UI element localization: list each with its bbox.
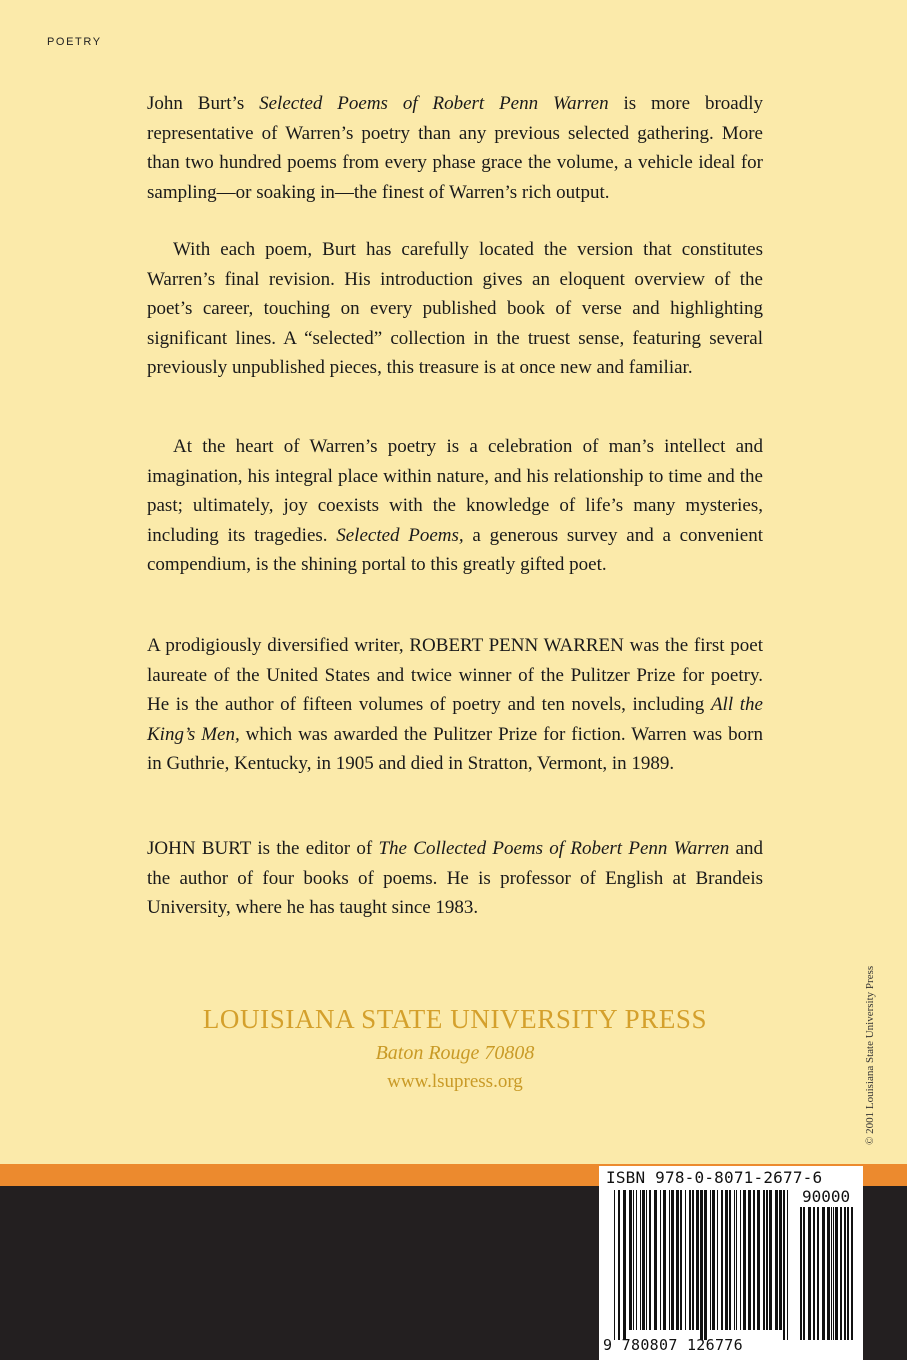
barcode-bar — [654, 1190, 657, 1330]
barcode-bar — [663, 1190, 666, 1330]
barcode-bar — [725, 1190, 728, 1330]
barcode-bar — [660, 1190, 661, 1330]
barcode-bar — [700, 1190, 703, 1340]
barcode-bar — [827, 1207, 830, 1340]
barcode-bar — [851, 1207, 853, 1340]
barcode-bar — [633, 1190, 634, 1330]
barcode-bar — [757, 1190, 760, 1330]
publisher-city: Baton Rouge 70808 — [375, 1042, 535, 1064]
barcode-bar — [775, 1190, 778, 1330]
barcode-bar — [685, 1190, 686, 1330]
barcode-bar — [769, 1190, 772, 1330]
barcode-bar — [840, 1207, 842, 1340]
barcode-bar — [710, 1190, 711, 1330]
barcode-bar — [623, 1190, 626, 1340]
barcode-bar — [831, 1207, 832, 1340]
bio-burt-rest: and the author of four books of poems. He is professor of English at Brandeis University, where he has taught since 1983. — [147, 838, 763, 918]
barcode-bar — [835, 1207, 838, 1340]
barcode-bar — [803, 1207, 805, 1340]
price-barcode-bars — [800, 1207, 853, 1340]
desc-3-intro: At the heart of Warren’s poetry is a celebration of man’s intellect and imagination, his integral place within nature, and his relationship to time and the past; ultimately, joy coexists with the knowledge of life’s many mysteries, including its tragedies. — [147, 436, 763, 546]
desc-1-intro: John Burt’s — [147, 93, 260, 114]
barcode-bar — [696, 1190, 699, 1330]
barcode-bar — [822, 1207, 825, 1340]
barcode-bar — [766, 1190, 768, 1330]
novel-title: All the King’s Men, — [147, 694, 763, 745]
barcode-bar — [743, 1190, 746, 1330]
category-label: POETRY — [47, 36, 102, 48]
barcode-bar — [813, 1207, 815, 1340]
barcode-bar — [800, 1207, 802, 1340]
barcode-bar — [740, 1190, 741, 1330]
barcode-bar — [680, 1190, 682, 1330]
barcode-bar — [640, 1190, 641, 1330]
barcode-bar — [669, 1190, 670, 1330]
barcode-bar — [636, 1190, 637, 1330]
barcode-bar — [748, 1190, 751, 1330]
bio-burt-intro: JOHN BURT is the editor of — [147, 838, 379, 859]
barcode-digits: 9 780807 126776 — [603, 1336, 743, 1354]
barcode-bar — [783, 1190, 785, 1340]
desc-1-rest: is more broadly representative of Warren’s poetry than any previous selected gathering. More than two hundred poems from every phase grace the volume, a vehicle ideal for sampling—or soaking in—the finest of Warren’s rich output. — [147, 93, 763, 203]
barcode-bar — [833, 1207, 834, 1340]
collected-poems-title: The Collected Poems of Robert Penn Warren — [378, 838, 730, 859]
barcode-bar — [721, 1190, 723, 1330]
barcode-bar — [817, 1207, 819, 1340]
bio-warren-rest: which was awarded the Pulitzer Prize for fiction. Warren was born in Guthrie, Kentucky, in 1905 and died in Stratton, Vermont, in 1989. — [147, 723, 763, 774]
barcode-bar — [614, 1190, 615, 1340]
barcode-bar — [753, 1190, 755, 1330]
barcode-bar — [676, 1190, 679, 1330]
barcode-bar — [734, 1190, 735, 1330]
publisher-name: LOUISIANA STATE UNIVERSITY PRESS — [202, 1004, 708, 1034]
barcode-bar — [808, 1207, 811, 1340]
barcode-bar — [618, 1190, 620, 1340]
barcode-bar — [629, 1190, 632, 1330]
barcode-bar — [671, 1190, 674, 1330]
barcode-bar — [847, 1207, 849, 1340]
barcode-bar — [787, 1190, 788, 1340]
book-title: Selected Poems of Robert Penn Warren — [259, 93, 609, 114]
barcode-bar — [736, 1190, 737, 1330]
price-code: 90000 — [802, 1187, 851, 1206]
barcode-bar — [729, 1190, 731, 1330]
bio-warren-intro: A prodigiously diversified writer, ROBERT PENN WARREN was the first poet laureate of the United States and twice winner of the Pulitzer Prize for poetry. He is the author of fifteen volumes of poetry and ten novels, including — [147, 635, 763, 715]
isbn-barcode-bars — [614, 1190, 788, 1340]
barcode-bar — [646, 1190, 647, 1330]
barcode-bar — [689, 1190, 691, 1330]
desc-3-rest: a generous survey and a convenient compendium, is the shining portal to this greatly gifted poet. — [147, 524, 763, 575]
barcode-bar — [692, 1190, 694, 1330]
barcode-bar — [712, 1190, 715, 1330]
barcode-bar — [649, 1190, 651, 1330]
description-paragraph-2: With each poem, Burt has carefully located the version that constitutes Warren’s final revision. His introduction gives an eloquent overview of the poet’s career, touching on every published book of verse and highlighting significant lines. A “selected” collection in the truest sense, featuring several previously unpublished pieces, this treasure is at once new and familiar. — [147, 239, 763, 378]
barcode-bar — [704, 1190, 707, 1340]
isbn-label: ISBN 978-0-8071-2677-6 — [606, 1168, 823, 1187]
book-title-short: Selected Poems, — [336, 524, 464, 546]
copyright-notice: © 2001 Louisiana State University Press — [864, 965, 876, 1145]
publisher-url: www.lsupress.org — [387, 1071, 523, 1092]
barcode-bar — [779, 1190, 782, 1330]
barcode-bar — [844, 1207, 846, 1340]
barcode-bar — [717, 1190, 718, 1330]
barcode-bar — [763, 1190, 765, 1330]
barcode-bar — [642, 1190, 645, 1330]
